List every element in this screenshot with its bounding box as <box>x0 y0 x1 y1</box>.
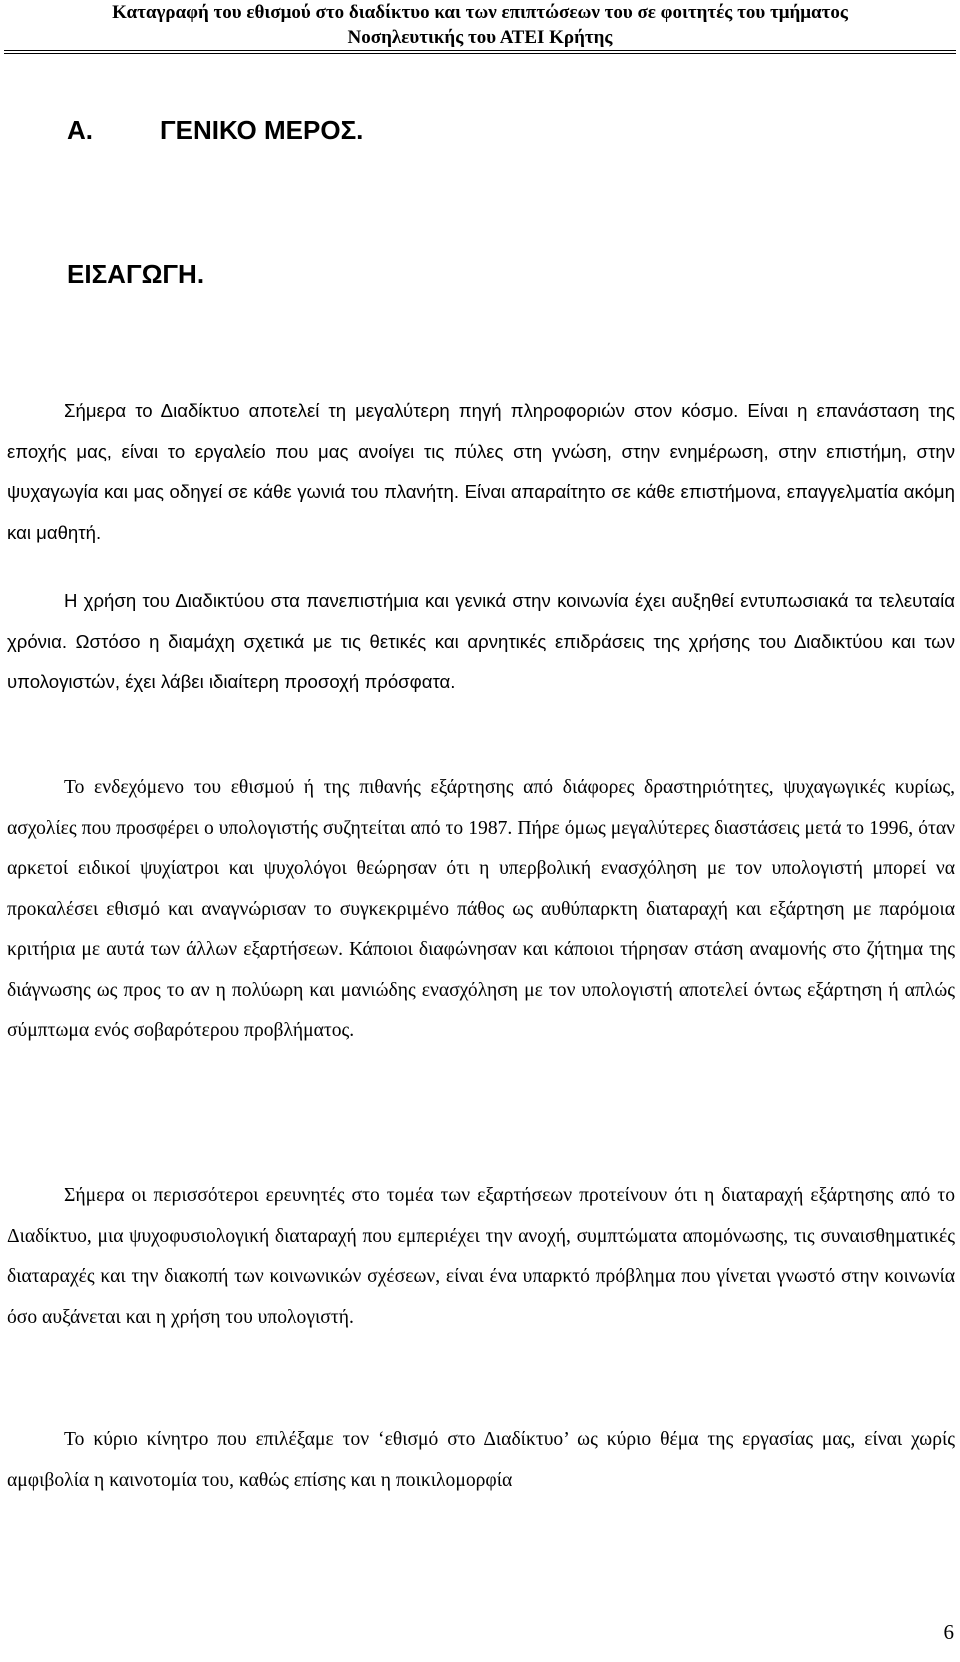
paragraph-2-block <box>7 581 955 703</box>
running-header-line-1: Καταγραφή του εθισμού στο διαδίκτυο και των επιπτώσεων του σε φοιτητές του τμήματος <box>112 2 848 23</box>
introduction-heading: ΕΙΣΑΓΩΓΗ. <box>67 259 205 289</box>
paragraph-3-block <box>7 768 955 1052</box>
section-heading <box>67 114 363 146</box>
running-header <box>0 0 960 50</box>
page-number: 6 <box>943 1620 954 1644</box>
paragraph-5-block <box>7 1420 955 1501</box>
paragraph: Σήμερα το Διαδίκτυο αποτελεί τη μεγαλύτερη πηγή πληροφοριών στον κόσμο. Είναι η επανάσταση της εποχής μας, είναι το εργαλείο που μας ανοίγει τις πύλες στη γνώση, στην ενημέρωση, στην επιστήμη, στην ψυχαγωγία και μας οδηγεί σε κάθε γωνιά του πλανήτη. Είναι απαραίτητο σε κάθε επιστήμονα, επαγγελματία ακόμη και μαθητή. <box>7 400 955 543</box>
paragraph: Το κύριο κίνητρο που επιλέξαμε τον ‘εθισμό στο Διαδίκτυο’ ως κύριο θέμα της εργασίας μας, είναι χωρίς αμφιβολία η καινοτομία του, καθώς επίσης και η ποικιλομορφία <box>7 1429 955 1491</box>
paragraph: Σήμερα οι περισσότεροι ερευνητές στο τομέα των εξαρτήσεων προτείνουν ότι η διαταραχή εξάρτησης από το Διαδίκτυο, μια ψυχοφυσιολογική διαταραχή που εμπεριέχει την ανοχή, συμπτώματα απομόνωσης, τις συναισθηματικές διαταραχές και την διακοπή των κοινωνικών σχέσεων, είναι ένα υπαρκτό πρόβλημα που γίνεται γνωστό στην κοινωνία όσο αυξάνεται και η χρήση του υπολογιστή. <box>7 1185 955 1328</box>
paragraph-1-block <box>7 391 955 553</box>
header-divider <box>4 50 956 54</box>
section-title: ΓΕΝΙΚΟ ΜΕΡΟΣ. <box>160 115 364 145</box>
paragraph: Η χρήση του Διαδικτύου στα πανεπιστήμια και γενικά στην κοινωνία έχει αυξηθεί εντυπωσιακά τα τελευταία χρόνια. Ωστόσο η διαμάχη σχετικά με τις θετικές και αρνητικές επιδράσεις της χρήσης του Διαδικτύου και των υπολογιστών, έχει λάβει ιδιαίτερη προσοχή πρόσφατα. <box>7 590 955 692</box>
paragraph: Το ενδεχόμενο του εθισμού ή της πιθανής εξάρτησης από διάφορες δραστηριότητες, ψυχαγωγικές κυρίως, ασχολίες που προσφέρει ο υπολογιστής συζητείται από το 1987. Πήρε όμως μεγαλύτερες διαστάσεις μετά το 1996, όταν αρκετοί ειδικοί ψυχίατροι και ψυχολόγοι θεώρησαν ότι η υπερβολική ενασχόληση με τον υπολογιστή μπορεί να προκαλέσει εθισμό και αναγνώρισαν το συγκεκριμένο πάθος ως αυθύπαρκτη διαταραχή και εξάρτηση με παρόμοια κριτήρια με αυτά των άλλων εξαρτήσεων. Κάποιοι διαφώνησαν και κάποιοι τήρησαν στάση αναμονής στο ζήτημα της διάγνωσης ως προς το αν η πολύωρη και μανιώδης ενασχόληση με τον υπολογιστή αποτελεί όντως εξάρτηση ή απλώς σύμπτωμα ενός σοβαρότερου προβλήματος. <box>7 777 955 1041</box>
running-header-line-2: Νοσηλευτικής του ΑΤΕΙ Κρήτης <box>347 27 613 48</box>
paragraph-4-block <box>7 1176 955 1338</box>
section-number: Α. <box>67 115 93 145</box>
